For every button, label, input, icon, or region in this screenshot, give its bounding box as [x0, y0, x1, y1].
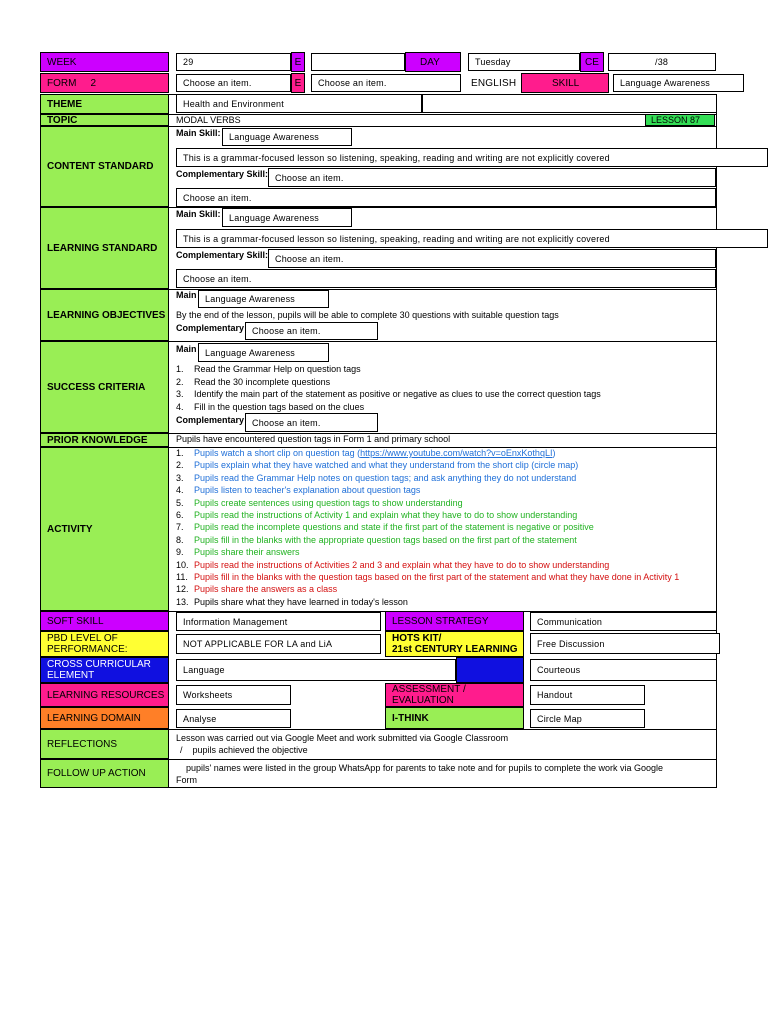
week-field[interactable]: 29 [176, 53, 291, 71]
pk-value: Pupils have encountered question tags in Form 1 and primary school [176, 434, 451, 444]
lesson-tag: LESSON 87 [645, 114, 715, 126]
lo-text: By the end of the lesson, pupils will be able to complete 30 questions with suitable question tags [176, 310, 559, 320]
reflections-line-2: / pupils achieved the objective [180, 745, 308, 755]
follow-up-line-1: pupils' names were listed in the group WhatsApp for parents to take note and for pupils to complete the work via Google [186, 763, 663, 773]
form-choice[interactable]: Choose an item. [176, 74, 291, 92]
list-item: 9. Pupils share their answers [176, 547, 300, 558]
activity-label: ACTIVITY [40, 447, 169, 611]
topic-value: MODAL VERBS [176, 115, 241, 125]
prior-knowledge-label: PRIOR KNOWLEDGE [40, 433, 169, 447]
lesson-strategy-field[interactable]: Communication [530, 612, 717, 631]
learning-objectives-label: LEARNING OBJECTIVES [40, 289, 169, 341]
list-item: 3. Identify the main part of the statement as positive or negative as clues to use the correct question tags [176, 389, 601, 399]
cross-field-2[interactable]: Courteous [530, 659, 717, 681]
sc-main-field[interactable]: Language Awareness [198, 343, 329, 362]
list-item: 6. Pupils read the instructions of Activity 1 and explain what they have to do to show understanding [176, 510, 578, 521]
cross-color-block [456, 657, 524, 683]
form-value: 2 [90, 77, 97, 89]
ls-comp-field[interactable]: Choose an item. [268, 249, 716, 268]
lo-comp-label: Complementary [176, 323, 245, 333]
reflections-label: REFLECTIONS [40, 729, 169, 759]
ithink-field[interactable]: Circle Map [530, 709, 645, 728]
form-label: FORM 2 [40, 73, 169, 93]
domain-field[interactable]: Analyse [176, 709, 291, 728]
cs-comp-field[interactable]: Choose an item. [268, 168, 716, 187]
follow-up-label: FOLLOW UP ACTION [40, 759, 169, 788]
ce-field[interactable]: /38 [608, 53, 716, 71]
list-item: 8. Pupils fill in the blanks with the appropriate question tags based on the first part of the statement [176, 534, 577, 545]
cross-field[interactable]: Language [176, 659, 456, 681]
youtube-link[interactable]: https://www.youtube.com/watch?v=oEnxKothqLI [360, 448, 553, 458]
lo-comp-field[interactable]: Choose an item. [245, 322, 378, 340]
day-field[interactable]: Tuesday [468, 53, 580, 71]
learning-resources-label: LEARNING RESOURCES [40, 683, 169, 707]
cs-top-line [168, 126, 717, 127]
ls-main-label: Main Skill: [176, 209, 221, 219]
ce-label: CE [580, 52, 604, 72]
list-item: 12. Pupils share the answers as a class [176, 584, 338, 595]
reflections-line-1: Lesson was carried out via Google Meet and work submitted via Google Classroom [176, 733, 509, 743]
week-label: WEEK [40, 52, 169, 72]
date-field[interactable] [311, 53, 405, 71]
content-standard-label: CONTENT STANDARD [40, 126, 169, 207]
sc-list [176, 363, 601, 413]
list-item: 2. Read the 30 incomplete questions [176, 376, 331, 387]
theme-label: THEME [40, 94, 169, 114]
lo-main-field[interactable]: Language Awareness [198, 290, 329, 308]
theme-extra[interactable] [422, 94, 717, 113]
subject-field: ENGLISH [465, 74, 521, 92]
cs-note: This is a grammar-focused lesson so listening, speaking, reading and writing are not explicitly covered [176, 148, 768, 167]
lo-main-label: Main [176, 290, 197, 300]
cross-curricular-label: CROSS CURRICULAR ELEMENT [40, 657, 169, 683]
reflections-top-line [168, 729, 717, 730]
sc-top-line [168, 341, 717, 342]
pbd-field[interactable]: NOT APPLICABLE FOR LA and LiA [176, 634, 381, 654]
ithink-label: I-THINK [385, 707, 524, 729]
topic-label: TOPIC [40, 114, 169, 126]
lesson-strategy-label: LESSON STRATEGY [385, 611, 524, 631]
list-item: 5. Pupils create sentences using question tags to show understanding [176, 497, 463, 508]
list-item: 3. Pupils read the Grammar Help notes on question tags; and ask anything they do not understand [176, 472, 577, 483]
pbd-label: PBD LEVEL OF PERFORMANCE: [40, 631, 169, 657]
soft-skill-label: SOFT SKILL [40, 611, 169, 631]
sc-main-label: Main [176, 344, 197, 354]
e-label-1: E [291, 52, 305, 72]
cs-extra-field[interactable]: Choose an item. [176, 188, 716, 207]
list-item: 10. Pupils read the instructions of Activities 2 and 3 and explain what they have to do to show understanding [176, 559, 610, 570]
theme-field[interactable]: Health and Environment [176, 94, 422, 113]
cs-main-label: Main Skill: [176, 128, 221, 138]
assessment-label: ASSESSMENT / EVALUATION [385, 683, 524, 707]
list-item: 4. Pupils listen to teacher's explanation about question tags [176, 485, 421, 496]
list-item: 7. Pupils read the incomplete questions and state if the first part of the statement is negative or positive [176, 522, 594, 533]
e-label-2: E [291, 73, 305, 93]
soft-skill-field[interactable]: Information Management [176, 612, 381, 631]
list-item: 2. Pupils explain what they have watched and what they understand from the short clip (circle map) [176, 460, 579, 471]
ls-extra-field[interactable]: Choose an item. [176, 269, 716, 288]
follow-up-top-line [168, 759, 717, 760]
assessment-field[interactable]: Handout [530, 685, 645, 705]
activity-list [176, 447, 679, 608]
day-label: DAY [405, 52, 461, 72]
success-criteria-label: SUCCESS CRITERIA [40, 341, 169, 433]
list-item: 1. Read the Grammar Help on question tags [176, 364, 361, 374]
follow-up-line-2: Form [176, 775, 197, 785]
ls-comp-label: Complementary Skill: [176, 250, 269, 260]
sc-comp-field[interactable]: Choose an item. [245, 413, 378, 432]
topic-top-line [168, 114, 717, 115]
skill-label: SKILL [521, 73, 609, 93]
hots-field[interactable]: Free Discussion [530, 633, 720, 654]
hots-label: HOTS KIT/ 21st CENTURY LEARNING [385, 631, 524, 657]
list-item: 11. Pupils fill in the blanks with the question tags based on the first part of the statement and what they have done in Activity 1 [176, 572, 680, 583]
learning-domain-label: LEARNING DOMAIN [40, 707, 169, 729]
learning-standard-label: LEARNING STANDARD [40, 207, 169, 289]
ls-note: This is a grammar-focused lesson so listening, speaking, reading and writing are not explicitly covered [176, 229, 768, 248]
resources-field[interactable]: Worksheets [176, 685, 291, 705]
choice-2[interactable]: Choose an item. [311, 74, 461, 92]
list-item: 13. Pupils share what they have learned in today's lesson [176, 596, 408, 607]
list-item: 1. Pupils watch a short clip on question tag (https://www.youtube.com/watch?v=oEnxKothqLI) [176, 448, 556, 458]
ls-main-field[interactable]: Language Awareness [222, 208, 352, 227]
skill-field[interactable]: Language Awareness [613, 74, 744, 92]
sc-comp-label: Complementary [176, 415, 245, 425]
cs-comp-label: Complementary Skill: [176, 169, 269, 179]
list-item: 4. Fill in the question tags based on the clues [176, 401, 365, 412]
cs-main-field[interactable]: Language Awareness [222, 128, 352, 146]
